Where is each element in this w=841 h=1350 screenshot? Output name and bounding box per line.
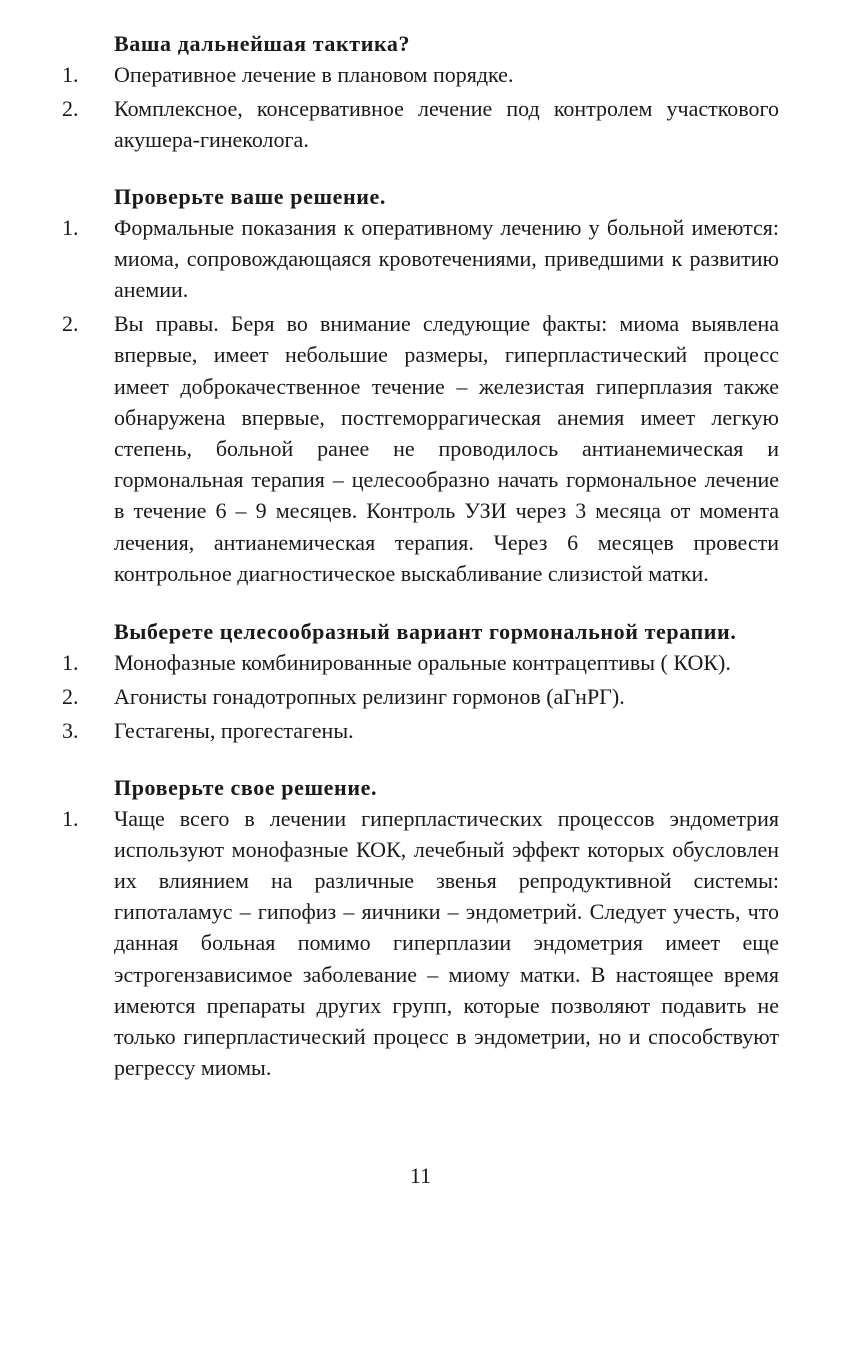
list-item-number: 1.	[62, 650, 79, 676]
list-item	[62, 93, 779, 155]
list-item-text: Вы правы. Беря во внимание следующие факты: миома выявлена впервые, имеет небольшие размеры, гиперпластический процесс имеет доброкачественное течение – железистая гиперплазия также обнаружена впервые, постгеморрагическая анемия имеет легкую степень, больной ранее не проводилось антианемическая и гормональная терапия – целесообразно начать гормональное лечение в течение 6 – 9 месяцев. Контроль УЗИ через 3 месяца от момента лечения, антианемическая терапия. Через 6 месяцев провести контрольное диагностическое выскабливание слизистой матки.	[114, 311, 779, 586]
list-item-text: Чаще всего в лечении гиперпластических процессов эндометрия используют монофазные КОК, лечебный эффект которых обусловлен их влиянием на различные звенья репродуктивной системы: гипоталамус – гипофиз – яичники – эндометрий. Следует учесть, что данная больная помимо гиперплазии эндометрия имеет еще эстрогензависимое заболевание – миому матки. В настоящее время имеются препараты других групп, которые позволяют подавить не только гиперпластический процесс в эндометрии, но и способствуют регрессу миомы.	[114, 805, 779, 1081]
list-item	[62, 59, 779, 90]
list-check-decision	[62, 212, 779, 589]
list-item	[62, 681, 779, 712]
section-heading-check-own-decision: Проверьте свое решение.	[114, 774, 378, 800]
list-item-text: Комплексное, консервативное лечение под контролем участкового акушера-гинеколога.	[114, 96, 779, 153]
list-item-text: Оперативное лечение в плановом порядке.	[114, 62, 514, 87]
list-item	[62, 212, 779, 306]
section-heading-choose-therapy: Выберете целесообразный вариант гормональной терапии.	[114, 619, 737, 645]
list-item-text: Агонисты гонадотропных релизинг гормонов (аГнРГ).	[114, 684, 625, 710]
list-item-text: Формальные показания к оперативному лечению у больной имеются: миома, сопровождающаяся кровотечениями, приведшими к развитию анемии.	[114, 214, 779, 303]
list-item-number: 2.	[62, 96, 79, 122]
list-check-own-decision	[62, 803, 779, 1084]
list-item-number: 1.	[62, 214, 79, 240]
list-item-number: 2.	[62, 684, 79, 710]
list-tactic	[62, 59, 779, 156]
list-item-number: 1.	[62, 805, 79, 831]
section-heading-tactic: Ваша дальнейшая тактика?	[114, 31, 411, 56]
list-item	[62, 715, 779, 746]
list-item	[62, 308, 779, 589]
list-item-number: 1.	[62, 62, 79, 87]
section-heading-check-decision: Проверьте ваше решение.	[114, 183, 387, 209]
page-number: 11	[409, 1163, 432, 1188]
list-item-text: Гестагены, прогестагены.	[114, 718, 354, 744]
list-item-number: 2.	[62, 311, 79, 337]
list-item	[62, 647, 779, 678]
list-item-number: 3.	[62, 718, 79, 744]
list-choose-therapy	[62, 647, 779, 747]
list-item-text: Монофазные комбинированные оральные контрацептивы ( КОК).	[114, 650, 731, 676]
list-item	[62, 803, 779, 1084]
